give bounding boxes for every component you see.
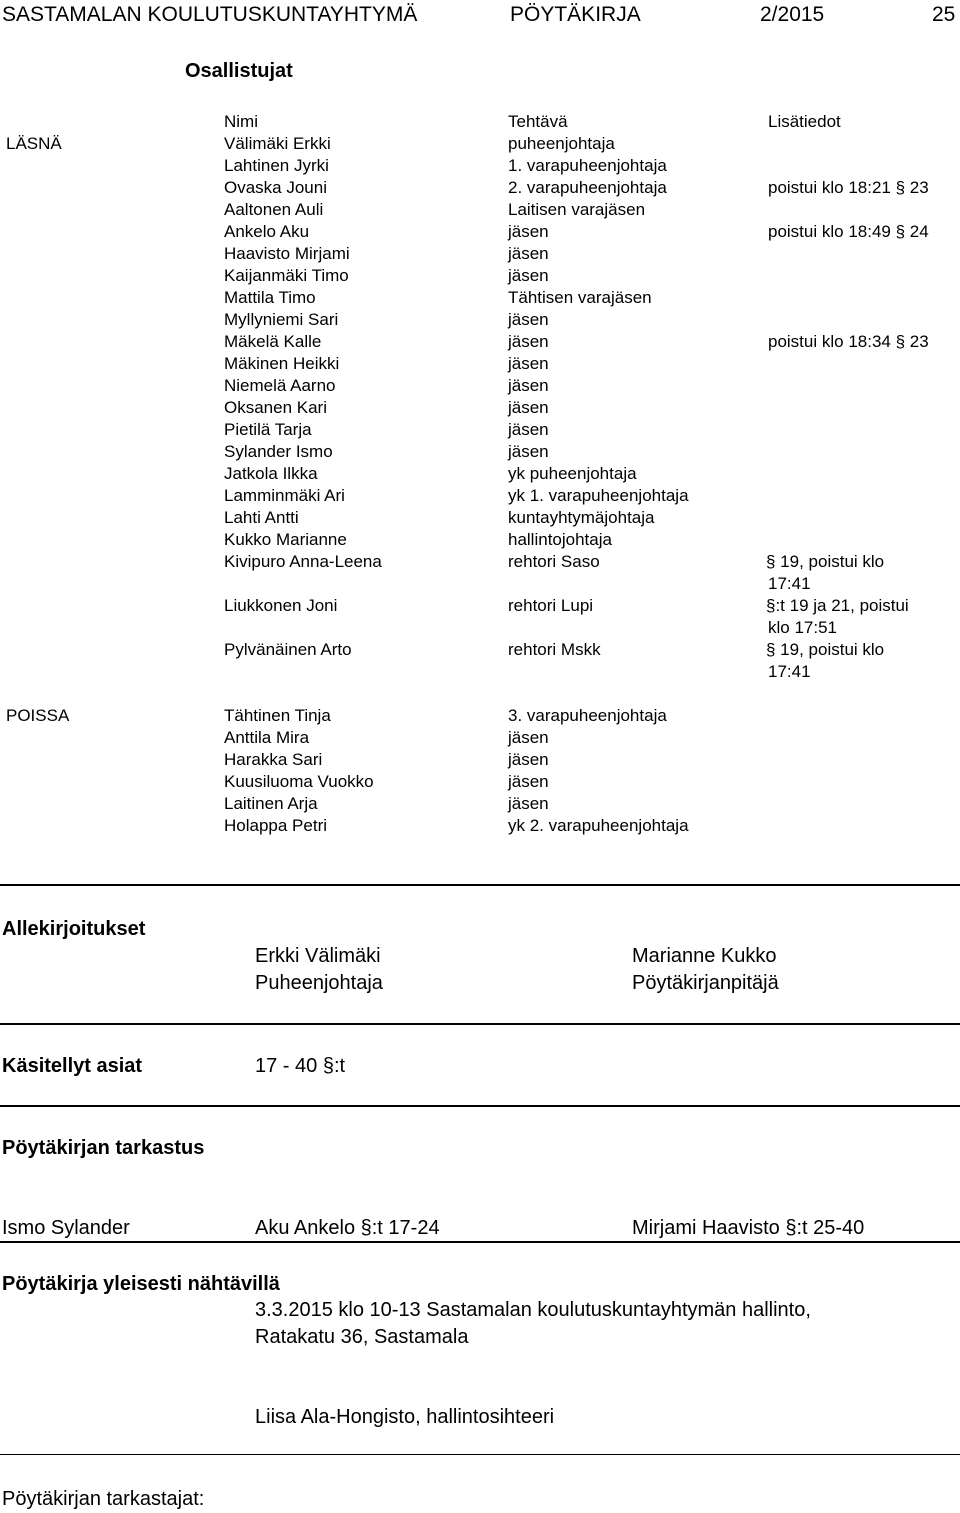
absent-participant-role: jäsen bbox=[508, 794, 549, 813]
absent-participant-name: Laitinen Arja bbox=[224, 794, 318, 813]
participant-name: Sylander Ismo bbox=[224, 442, 333, 461]
participant-name: Välimäki Erkki bbox=[224, 134, 331, 153]
absent-participant-name: Anttila Mira bbox=[224, 728, 310, 747]
footer-divider bbox=[0, 1454, 960, 1455]
participant-role: 2. varapuheenjohtaja bbox=[508, 178, 667, 197]
absent-participant-name: Holappa Petri bbox=[224, 816, 328, 835]
participant-role: puheenjohtaja bbox=[508, 134, 615, 153]
absent-participant-name: Kuusiluoma Vuokko bbox=[224, 772, 374, 791]
section-divider bbox=[0, 884, 960, 886]
participant-role: Laitisen varajäsen bbox=[508, 200, 646, 219]
reviewer-2: Aku Ankelo §:t 17-24 bbox=[255, 1217, 440, 1239]
participant-role: 1. varapuheenjohtaja bbox=[508, 156, 667, 175]
participant-name: Pylvänäinen Arto bbox=[224, 640, 352, 659]
participant-role: jäsen bbox=[508, 266, 549, 285]
absent-participant-role: jäsen bbox=[508, 728, 549, 747]
participant-name: Liukkonen Joni bbox=[224, 596, 338, 615]
header-page-number: 25 bbox=[932, 3, 956, 26]
absent-participant-role: jäsen bbox=[508, 772, 549, 791]
participant-role: jäsen bbox=[508, 398, 549, 417]
header-doc-number: 2/2015 bbox=[760, 3, 825, 26]
section-divider bbox=[0, 1105, 960, 1107]
participant-info: § 19, poistui klo bbox=[766, 552, 885, 571]
handled-title: Käsitellyt asiat bbox=[2, 1055, 143, 1077]
participant-info: § 19, poistui klo bbox=[766, 640, 885, 659]
participant-role: yk puheenjohtaja bbox=[508, 464, 637, 483]
participant-role: jäsen bbox=[508, 222, 549, 241]
section-divider bbox=[0, 1023, 960, 1025]
participant-info: klo 17:51 bbox=[768, 618, 837, 637]
participant-name: Aaltonen Auli bbox=[224, 200, 324, 219]
column-header-role: Tehtävä bbox=[508, 112, 568, 131]
participant-role: jäsen bbox=[508, 420, 549, 439]
secretary-role: Pöytäkirjanpitäjä bbox=[632, 972, 779, 994]
participant-name: Lahti Antti bbox=[224, 508, 299, 527]
participant-name: Oksanen Kari bbox=[224, 398, 327, 417]
chair-name: Erkki Välimäki bbox=[255, 945, 381, 967]
absent-participant-name: Harakka Sari bbox=[224, 750, 323, 769]
participants-title: Osallistujat bbox=[185, 60, 293, 82]
participant-role: Tähtisen varajäsen bbox=[508, 288, 652, 307]
participant-name: Lahtinen Jyrki bbox=[224, 156, 329, 175]
participant-info: poistui klo 18:34 § 23 bbox=[768, 332, 929, 351]
participant-name: Lamminmäki Ari bbox=[224, 486, 345, 505]
participant-role: rehtori Lupi bbox=[508, 596, 594, 615]
participant-info: poistui klo 18:49 § 24 bbox=[768, 222, 929, 241]
section-divider bbox=[0, 1241, 960, 1243]
participant-role: jäsen bbox=[508, 310, 549, 329]
participant-role: rehtori Mskk bbox=[508, 640, 601, 659]
secretary-name: Marianne Kukko bbox=[632, 945, 777, 967]
public-title: Pöytäkirja yleisesti nähtävillä bbox=[2, 1273, 280, 1295]
participant-role: jäsen bbox=[508, 376, 549, 395]
handled-value: 17 - 40 §:t bbox=[255, 1055, 346, 1077]
participant-name: Kivipuro Anna-Leena bbox=[224, 552, 382, 571]
absent-label: POISSA bbox=[6, 706, 70, 725]
column-header-info: Lisätiedot bbox=[768, 112, 841, 131]
participant-info: 17:41 bbox=[768, 662, 811, 681]
participant-name: Mäkelä Kalle bbox=[224, 332, 322, 351]
participant-name: Kaijanmäki Timo bbox=[224, 266, 349, 285]
reviewer-1: Ismo Sylander bbox=[2, 1217, 130, 1239]
public-location-line-2: Ratakatu 36, Sastamala bbox=[255, 1326, 469, 1348]
participant-name: Myllyniemi Sari bbox=[224, 310, 339, 329]
participant-role: jäsen bbox=[508, 244, 549, 263]
public-location-line-1: 3.3.2015 klo 10-13 Sastamalan koulutuskuntayhtymän hallinto, bbox=[255, 1299, 811, 1321]
participant-role: jäsen bbox=[508, 442, 549, 461]
absent-participant-role: 3. varapuheenjohtaja bbox=[508, 706, 667, 725]
participant-info: §:t 19 ja 21, poistui bbox=[766, 596, 909, 615]
signatures-title: Allekirjoitukset bbox=[2, 918, 146, 940]
participant-info: poistui klo 18:21 § 23 bbox=[768, 178, 929, 197]
public-signer: Liisa Ala-Hongisto, hallintosihteeri bbox=[255, 1406, 555, 1428]
participant-role: jäsen bbox=[508, 354, 549, 373]
participant-name: Ankelo Aku bbox=[224, 222, 310, 241]
review-title: Pöytäkirjan tarkastus bbox=[2, 1137, 205, 1159]
absent-participant-role: yk 2. varapuheenjohtaja bbox=[508, 816, 689, 835]
header-org: SASTAMALAN KOULUTUSKUNTAYHTYMÄ bbox=[2, 3, 418, 26]
header-doc-type: PÖYTÄKIRJA bbox=[510, 3, 641, 26]
participant-name: Kukko Marianne bbox=[224, 530, 347, 549]
participant-info: 17:41 bbox=[768, 574, 811, 593]
participant-role: jäsen bbox=[508, 332, 549, 351]
participant-role: yk 1. varapuheenjohtaja bbox=[508, 486, 689, 505]
participant-name: Niemelä Aarno bbox=[224, 376, 336, 395]
participant-name: Mattila Timo bbox=[224, 288, 316, 307]
participant-name: Haavisto Mirjami bbox=[224, 244, 350, 263]
participant-name: Pietilä Tarja bbox=[224, 420, 312, 439]
participant-name: Ovaska Jouni bbox=[224, 178, 327, 197]
participant-role: kuntayhtymäjohtaja bbox=[508, 508, 655, 527]
chair-role: Puheenjohtaja bbox=[255, 972, 383, 994]
participant-role: hallintojohtaja bbox=[508, 530, 612, 549]
absent-participant-name: Tähtinen Tinja bbox=[224, 706, 331, 725]
footer-reviewers-label: Pöytäkirjan tarkastajat: bbox=[2, 1488, 205, 1510]
participant-role: rehtori Saso bbox=[508, 552, 600, 571]
present-label: LÄSNÄ bbox=[6, 134, 62, 153]
column-header-name: Nimi bbox=[224, 112, 258, 131]
participant-name: Mäkinen Heikki bbox=[224, 354, 340, 373]
participant-name: Jatkola Ilkka bbox=[224, 464, 318, 483]
reviewer-3: Mirjami Haavisto §:t 25-40 bbox=[632, 1217, 865, 1239]
absent-participant-role: jäsen bbox=[508, 750, 549, 769]
